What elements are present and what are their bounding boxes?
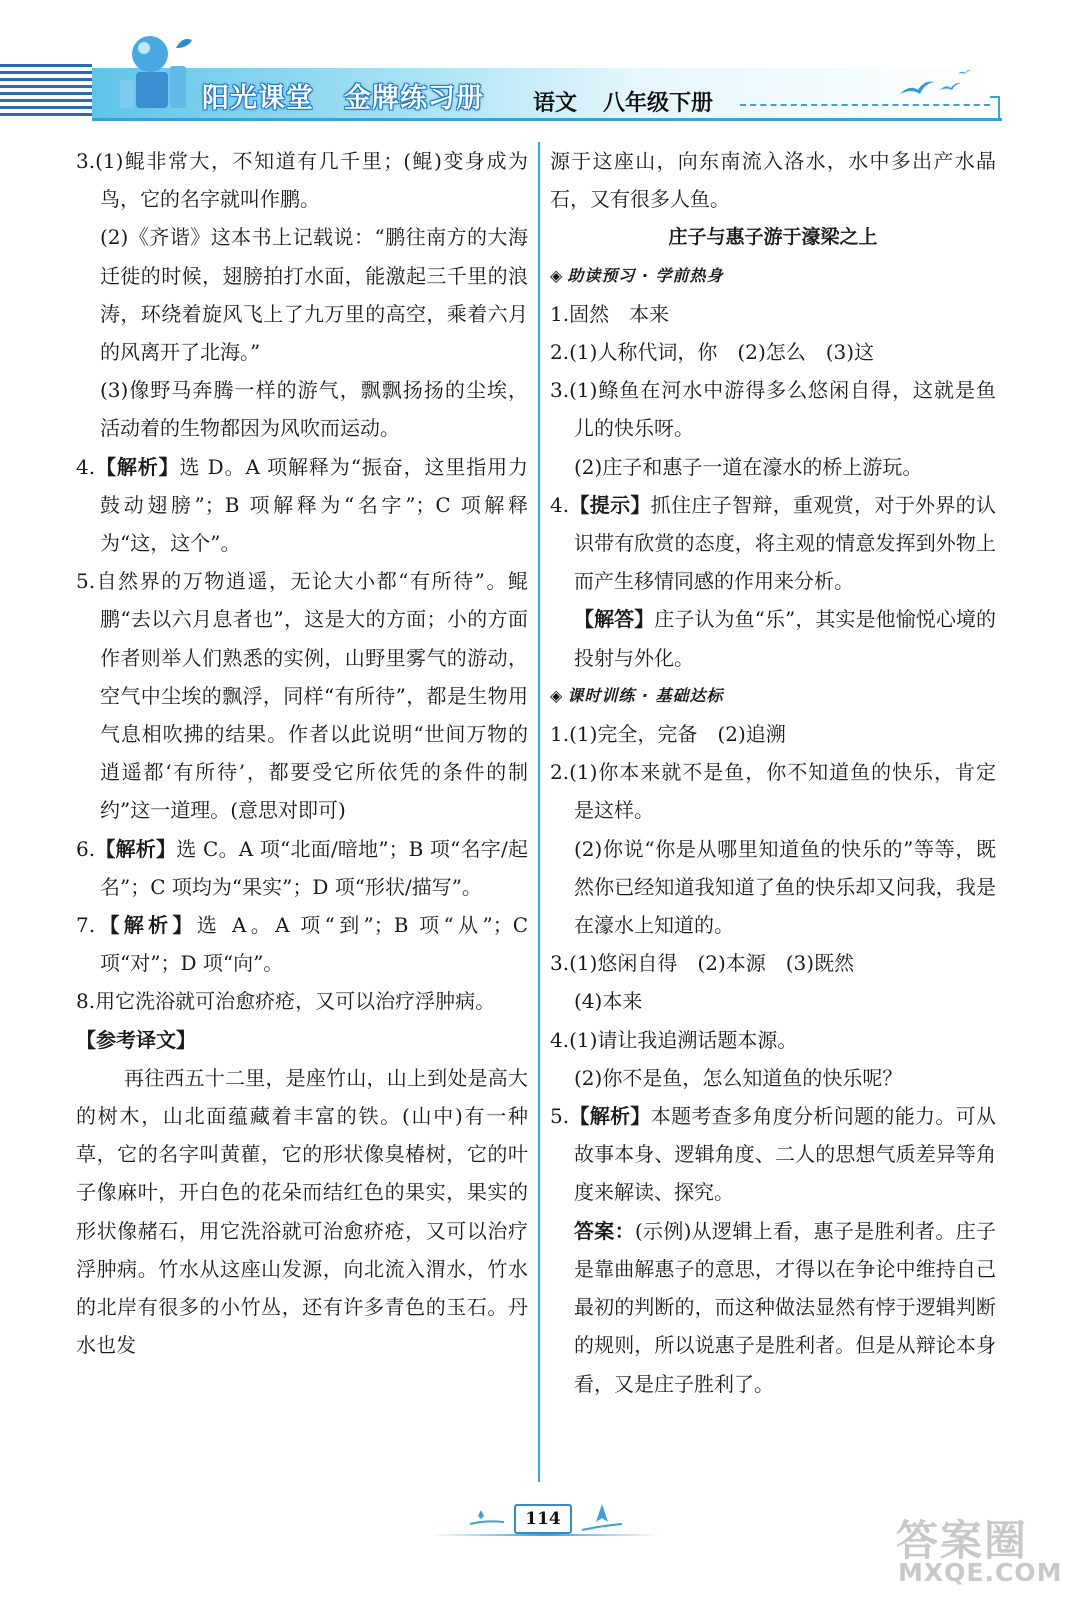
item-text: 再往西五十二里，是座竹山，山上到处是高大的树木，山北面蕴藏着丰富的铁。(山中)有一种草，它的名字叫黄雚，它的形状像臭椿树，它的叶子像麻叶，开白色的花朵而结红色的果实，果实的形状像赭石，用它洗浴就可治愈疥疮，又可以治疗浮肿病。竹水从这座山发源，向北流入渭水，竹水的北岸有很多的小竹丛，还有许多青色的玉石。丹水也发	[76, 1065, 528, 1358]
item-number: 4.	[76, 454, 96, 479]
watermark-title: 答案圈	[896, 1516, 1029, 1565]
answer-item	[550, 830, 996, 945]
answer-item	[550, 753, 996, 829]
answer-item	[550, 1059, 996, 1097]
starfish-icon	[464, 1500, 508, 1534]
item-text: 1.(1)完全，完备 (2)追溯	[550, 722, 786, 747]
item-label: 【解析】	[95, 913, 197, 938]
answer-item	[76, 218, 528, 371]
item-text: (3)像野马奔腾一样的游气，飘飘扬扬的尘埃，活动着的生物都因为风吹而运动。	[100, 378, 528, 441]
header-stripes	[0, 64, 92, 116]
series-title	[202, 76, 484, 115]
item-label: 【解析】	[95, 454, 180, 479]
item-text: 本题考查多角度分析问题的能力。可从故事本身、逻辑角度、二人的思想气质差异等角度来解读、探究。	[574, 1104, 997, 1205]
reference-heading	[76, 1021, 528, 1059]
item-number: 7.	[76, 913, 96, 938]
answer-item	[550, 1097, 996, 1212]
item-label: 【解答】	[574, 607, 655, 632]
item-text: 【参考译文】	[76, 1027, 196, 1052]
item-text: 源于这座山，向东南流入洛水，水中多出产水晶石，又有很多人鱼。	[550, 149, 996, 212]
footer-line	[430, 1534, 660, 1536]
item-text: 4.(1)请让我追溯话题本源。	[550, 1027, 798, 1052]
item-number: 6.	[76, 836, 96, 861]
item-text: (4)本来	[574, 989, 643, 1014]
answer-item	[550, 371, 996, 447]
right-column	[550, 142, 996, 1403]
seaweed-icon	[576, 1494, 626, 1534]
watermark-url: MXQE.COM	[898, 1558, 1063, 1587]
answer-item	[550, 142, 996, 218]
item-label: 答案：	[574, 1218, 635, 1243]
answer-item	[550, 448, 996, 486]
answer-item	[550, 600, 996, 676]
item-number: 5.	[550, 1104, 570, 1129]
item-text: (示例)从逻辑上看，惠子是胜利者。庄子是靠曲解惠子的意思，才得以在争论中维持自己最初的判断的，而这种做法显然有悖于逻辑判断的规则，所以说惠子是胜利者。但是从辩论本身看，又是庄子胜利了。	[574, 1218, 997, 1396]
item-text: 2.(1)你本来就不是鱼，你不知道鱼的快乐，肯定是这样。	[550, 760, 996, 823]
diamond-icon: ◈	[550, 685, 564, 705]
answer-item	[550, 486, 996, 601]
item-text: 庄子认为鱼“乐”，其实是他愉悦心境的投射与外化。	[574, 607, 996, 670]
item-text: 3.(1)悠闲自得 (2)本源 (3)既然	[550, 951, 855, 976]
section-heading	[550, 677, 996, 715]
item-text: 课时训练 · 基础达标	[567, 685, 724, 705]
item-text: 5.自然界的万物逍遥，无论大小都“有所待”。鲲鹏“去以六月息者也”，这是大的方面；小的方面作者则举人们熟悉的实例，山野里雾气的游动，空气中尘埃的飘浮，同样“有所待”，都是生物用气息相吹拂的结果。作者以此说明“世间万物的逍遥都‘有所待’，都要受它所依凭的条件的制约”这一道理。(意思对即可)	[76, 569, 528, 823]
diamond-icon: ◈	[550, 265, 564, 285]
item-label: 【解析】	[95, 836, 177, 861]
answer-item	[550, 944, 996, 982]
answer-item	[550, 333, 996, 371]
section-heading	[550, 257, 996, 295]
item-text: (2)你不是鱼，怎么知道鱼的快乐呢？	[574, 1065, 903, 1090]
answer-item	[550, 715, 996, 753]
item-text: (2)你说“你是从哪里知道鱼的快乐的”等等，既然你已经知道我知道了鱼的快乐却又问我，我是在濠水上知道的。	[574, 836, 996, 938]
answer-item	[76, 906, 528, 982]
left-column	[76, 142, 528, 1365]
item-text: 选 C。A 项“北面/暗地”；B 项“名字/起名”；C 项均为“果实”；D 项“形状/描写”。	[100, 836, 528, 899]
item-text: 庄子与惠子游于濠梁之上	[668, 226, 878, 249]
item-text: (2)《齐谐》这本书上记载说：“鹏往南方的大海迁徙的时候，翅膀拍打水面，能激起三千里的浪涛，环绕着旋风飞上了九万里的高空，乘着六月的风离开了北海。”	[100, 225, 528, 365]
series-title-part1: 阳光课堂	[202, 83, 314, 114]
grade-name: 八年级下册	[603, 91, 714, 116]
item-text: 1.固然 本来	[550, 301, 670, 326]
header-end-bracket	[990, 96, 1000, 120]
answer-item	[76, 982, 528, 1020]
column-divider	[538, 142, 540, 1482]
item-label: 【提示】	[569, 492, 651, 517]
item-text: 抓住庄子智辩，重观赏，对于外界的认识带有欣赏的态度，将主观的情意发挥到外物上而产生移情同感的作用来分析。	[574, 492, 997, 594]
subject-name: 语文	[533, 91, 578, 116]
item-text: 2.(1)人称代词，你 (2)怎么 (3)这	[550, 340, 875, 365]
item-number: 4.	[550, 492, 570, 517]
page-header	[0, 0, 1087, 130]
item-text: (2)庄子和惠子一道在濠水的桥上游玩。	[574, 454, 923, 479]
item-text: 选 D。A 项解释为“振奋，这里指用力鼓动翅膀”；B 项解释为“名字”；C 项解释为“这，这个”。	[100, 454, 529, 556]
answer-item	[76, 371, 528, 447]
answer-item	[76, 830, 528, 906]
birds-icon	[896, 66, 976, 106]
item-label: 【解析】	[569, 1104, 651, 1129]
answer-item	[76, 142, 528, 218]
page-footer	[430, 1494, 660, 1554]
watermark	[896, 1508, 1071, 1590]
answer-item	[76, 448, 528, 563]
answer-item	[550, 982, 996, 1020]
header-underline	[92, 118, 1002, 121]
answer-item	[76, 1059, 528, 1365]
item-text: 选 A。A 项“到”；B 项“从”；C 项“对”；D 项“向”。	[100, 913, 529, 976]
lesson-title	[550, 218, 996, 256]
item-text: 3.(1)鲦鱼在河水中游得多么悠闲自得，这就是鱼儿的快乐呀。	[550, 378, 996, 441]
subject-label	[533, 86, 713, 117]
series-title-part2: 金牌练习册	[344, 83, 484, 114]
answer-item	[550, 1212, 996, 1403]
answer-item	[550, 295, 996, 333]
mascot-illustration	[110, 30, 200, 116]
page-number: 114	[514, 1504, 572, 1534]
item-text: 8.用它洗浴就可治愈疥疮，又可以治疗浮肿病。	[76, 989, 496, 1014]
item-text: 3.(1)鲲非常大，不知道有几千里；(鲲)变身成为鸟，它的名字就叫作鹏。	[76, 149, 528, 212]
answer-item	[76, 562, 528, 829]
item-text: 助读预习 · 学前热身	[567, 265, 724, 285]
answer-item	[550, 1021, 996, 1059]
